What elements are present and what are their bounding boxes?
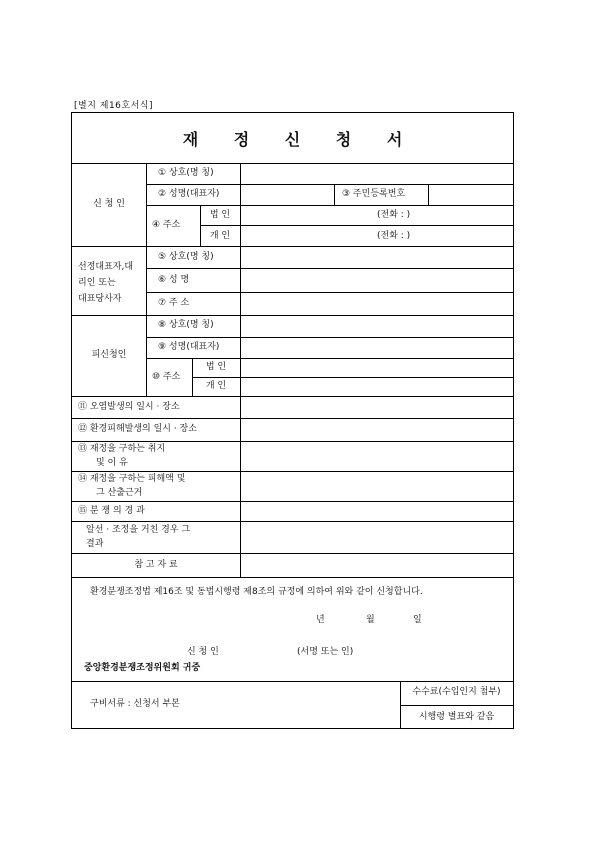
- rep-address-label: ⑦ 주 소: [158, 298, 190, 308]
- purpose-label-2: 및 이 유: [96, 458, 128, 468]
- reference-label: 참 고 자 료: [134, 560, 178, 570]
- fee-value: 시행령 별표와 같음: [418, 712, 495, 722]
- rep-group-label-1: 선정대표자,대: [78, 262, 134, 272]
- respondent-name-label: ⑧ 상호(명 칭): [158, 320, 214, 330]
- respondent-group-label: 피신청인: [91, 350, 127, 360]
- amount-label-2: 그 산출근거: [96, 488, 143, 498]
- applicant-rrn-label: ③ 주민등록번호: [342, 189, 406, 199]
- applicant-indiv-phone: (전화 : ): [377, 231, 411, 241]
- applicant-indiv-label: 개 인: [209, 231, 231, 241]
- rep-name-label: ⑤ 상호(명 칭): [158, 252, 214, 262]
- applicant-name-label: ① 상호(명 칭): [158, 168, 214, 178]
- damage-label: ⑫ 환경피해발생의 일시 · 장소: [78, 424, 197, 434]
- declaration-statement: 환경분쟁조정법 제16조 및 동법시행령 제8조의 규정에 의하여 위와 같이 신청합니다.: [90, 587, 423, 597]
- respondent-corp-label: 법 인: [205, 362, 227, 372]
- amount-label-1: ⑭ 재정을 구하는 피해액 및: [78, 474, 186, 484]
- pollution-label: ⑪ 오염발생의 일시 · 장소: [78, 402, 180, 412]
- progress-label: ⑮ 분 쟁 의 경 과: [78, 506, 145, 516]
- addressee: 중앙환경분쟁조정위원회 귀중: [84, 663, 201, 673]
- respondent-indiv-label: 개 인: [205, 381, 227, 391]
- form-title: 재 정 신 청 서: [182, 130, 418, 149]
- date-year: 년: [316, 615, 325, 625]
- applicant-group-label: 신 청 인: [93, 199, 125, 209]
- signer-label: 신 청 인: [187, 647, 219, 657]
- rep-group-label-2: 리인 또는: [78, 278, 116, 288]
- fee-label: 수수료(수입인지 첨부): [412, 687, 501, 697]
- mediation-label-1: 알선 · 조정을 거친 경우 그: [86, 525, 191, 535]
- respondent-address-label: ⑩ 주소: [152, 372, 181, 382]
- application-form: [71, 112, 514, 729]
- applicant-address-label: ④ 주소: [152, 220, 181, 230]
- rep-group-label-3: 대표당사자: [78, 294, 122, 304]
- mediation-label-2: 결과: [86, 539, 104, 549]
- date-month: 월: [366, 615, 375, 625]
- applicant-corp-label: 법 인: [209, 210, 231, 220]
- applicant-corp-phone: (전화 : ): [377, 210, 411, 220]
- applicant-rep-label: ② 성명(대표자): [158, 189, 220, 199]
- form-code: [별지 제16호서식]: [74, 101, 153, 111]
- respondent-rep-label: ⑨ 성명(대표자): [158, 342, 220, 352]
- purpose-label-1: ⑬ 재정을 구하는 취지: [78, 444, 166, 454]
- date-day: 일: [413, 615, 422, 625]
- rep-person-label: ⑥ 성 명: [158, 275, 190, 285]
- sign-label: (서명 또는 인): [297, 647, 354, 657]
- attachments-label: 구비서류 : 신청서 부본: [90, 699, 180, 709]
